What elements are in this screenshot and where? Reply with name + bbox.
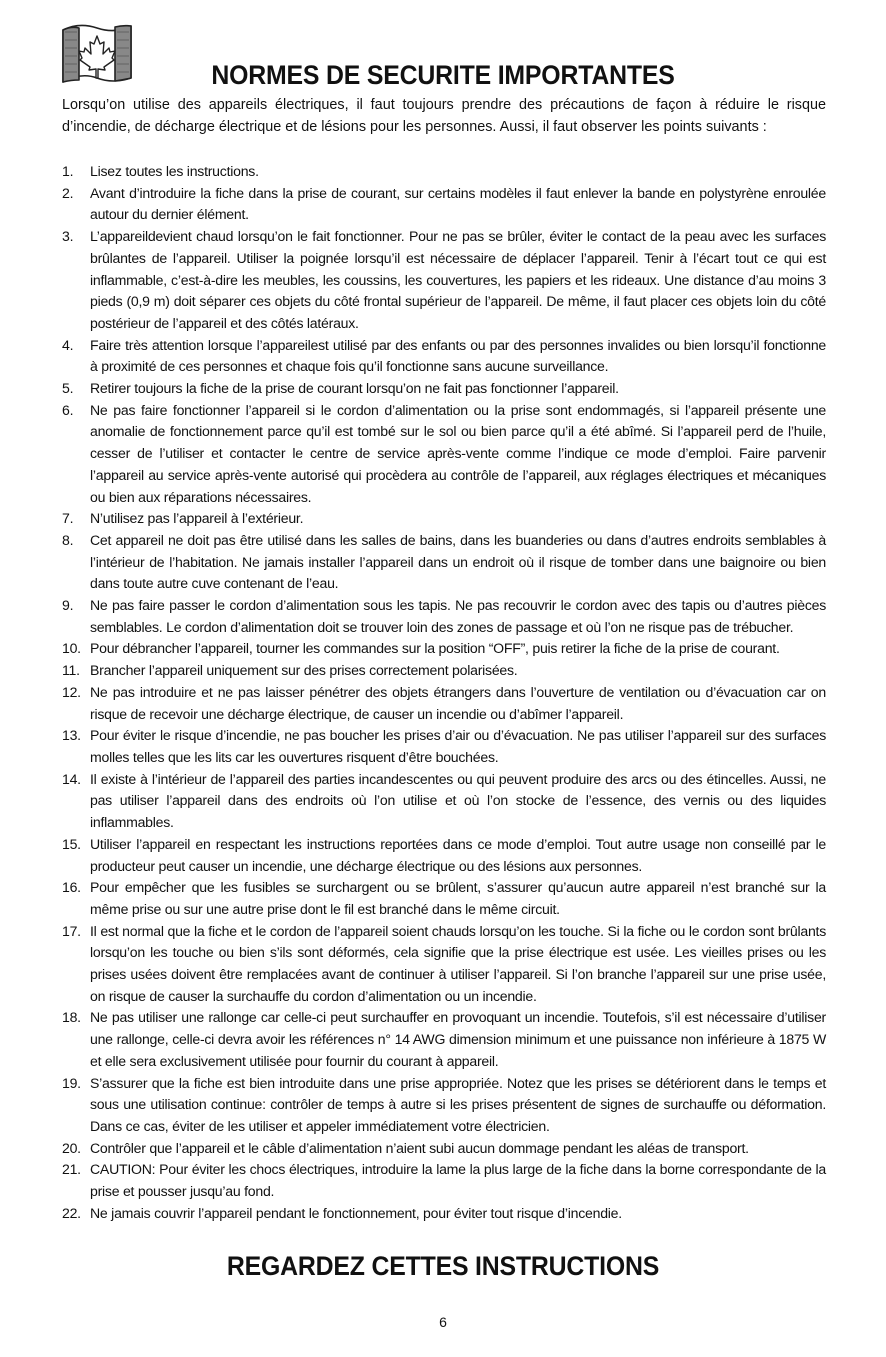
list-item (62, 378, 826, 400)
list-item (62, 725, 826, 768)
page-title: NORMES DE SECURITE IMPORTANTES (211, 60, 675, 90)
list-item-number: 18. (62, 1009, 81, 1026)
page-number: 6 (439, 1314, 447, 1330)
list-item-text: Avant d’introduire la fiche dans la prise de courant, sur certains modèles il faut enlever la bande en polystyrène enroulée autour du dernier élément. (90, 184, 826, 223)
list-item (62, 1138, 826, 1160)
list-item-number: 2. (62, 184, 74, 201)
list-item (62, 508, 826, 530)
safety-rules-list (62, 161, 826, 1224)
list-item (62, 682, 826, 725)
list-item-text: Utiliser l’appareil en respectant les instructions reportées dans ce mode d’emploi. Tout autre usage non conseillé par le producteur peut causer un incendie, une décharge électrique ou des lésions aux personnes. (90, 835, 826, 874)
list-item (62, 400, 826, 509)
list-item (62, 921, 826, 1008)
list-item-text: N’utilisez pas l’appareil à l’extérieur. (90, 510, 304, 527)
list-item (62, 183, 826, 226)
list-item (62, 660, 826, 682)
list-item-number: 9. (62, 597, 74, 614)
list-item-number: 8. (62, 531, 74, 548)
list-item (62, 1073, 826, 1138)
list-item-text: Lisez toutes les instructions. (90, 163, 259, 179)
list-item-number: 17. (62, 922, 81, 939)
list-item-text: Ne pas introduire et ne pas laisser pénétrer des objets étrangers dans l’ouverture de ventilation ou d’évacuation car on risque de recevoir une décharge électrique, de causer un incendie ou d’abîmer l’appareil. (90, 683, 826, 722)
list-item-text: Pour débrancher l’appareil, tourner les commandes sur la position “OFF”, puis retirer la fiche de la prise de courant. (90, 640, 780, 657)
list-item-text: Pour éviter le risque d’incendie, ne pas boucher les prises d’air ou d’évacuation. Ne pas utiliser l’appareil sur des surfaces molles telles que les lits car les ouvertures risquent d’être bouchées. (90, 727, 826, 765)
list-item (62, 1159, 826, 1202)
list-item-number: 3. (62, 228, 74, 245)
list-item-text: Ne jamais couvrir l’appareil pendant le fonctionnement, pour éviter tout risque d’incendie. (90, 1204, 622, 1221)
list-item (62, 769, 826, 834)
list-item (62, 161, 826, 183)
intro-paragraph: Lorsqu’on utilise des appareils électriques, il faut toujours prendre des précautions de façon à réduire le risque d’incendie, de décharge électrique et de lésions pour les personnes. Aussi, il faut observer les points suivants : (62, 97, 826, 135)
list-item-number: 7. (62, 510, 74, 527)
list-item-number: 5. (62, 380, 74, 397)
list-item-text: L’appareildevient chaud lorsqu’on le fait fonctionner. Pour ne pas se brûler, éviter le contact de la peau avec les surfaces brûlantes de l’appareil. Utiliser la poignée lorsqu’il est nécessaire de déplacer l’appareil. Tenir à l’écart tout ce qui est inflammable, c’est-à-dire les meubles, les coussins, les couvertures, les papiers et les rideaux. Une distance d’au moins 3 pieds (0,9 m) doit séparer ces objets du côté frontal supérieur de l’appareil. De même, il faut placer ces objets loin du côté postérieur de l’appareil et des côtés latéraux. (90, 228, 826, 331)
list-item-text: Contrôler que l’appareil et le câble d’alimentation n’aient subi aucun dommage pendant les aléas de transport. (90, 1139, 749, 1156)
list-item-number: 10. (62, 640, 81, 657)
list-item-number: 1. (62, 163, 74, 179)
list-item-number: 13. (62, 727, 81, 744)
list-item (62, 226, 826, 335)
list-item-text: Pour empêcher que les fusibles se surchargent ou se brûlent, s’assurer qu’aucun autre appareil n’est branché sur la même prise ou sur une autre prise dont le fil est branché dans le même circuit. (90, 879, 826, 917)
list-item-number: 12. (62, 683, 81, 700)
list-item-number: 6. (62, 401, 74, 418)
list-item (62, 530, 826, 595)
list-item (62, 595, 826, 638)
list-item (62, 877, 826, 920)
list-item-text: Il existe à l’intérieur de l’appareil des parties incandescentes ou qui peuvent produire des arcs ou des étincelles. Aussi, ne pas utiliser l’appareil dans des endroits où l’on utilise et où l’on stocke de l’essence, des vernis ou des liquides inflammables. (90, 770, 826, 831)
list-item-number: 11. (62, 662, 80, 679)
list-item-text: Il est normal que la fiche et le cordon de l’appareil soient chauds lorsqu’on les touche. Si la fiche ou le cordon sont brûlants lorsqu’on les touche ou bien s’ils sont déformés, cela signifie que la prise électrique est usée. Les vieilles prises ou les prises usées doivent être remplacées avant de continuer à utiliser l’appareil. Si l’on branche l’appareil sur une prise usée, on risque de causer la surchauffe du cordon d’alimentation ou un incendie. (90, 922, 826, 1004)
list-item-text: Retirer toujours la fiche de la prise de courant lorsqu’on ne fait pas fonctionner l’appareil. (90, 380, 619, 397)
list-item-number: 19. (62, 1074, 81, 1091)
list-item (62, 335, 826, 378)
list-item (62, 1203, 826, 1225)
list-item-text: S’assurer que la fiche est bien introduite dans une prise appropriée. Notez que les prises se détériorent dans le temps et sous une utilisation continue: contrôler de temps à autre si les prises présentent de signes de surchauffe ou déformation. Dans ce cas, éviter de les utiliser et appeler immédiatement votre électricien. (90, 1074, 826, 1134)
list-item-number: 20. (62, 1139, 81, 1156)
list-item-text: Ne pas faire passer le cordon d’alimentation sous les tapis. Ne pas recouvrir le cordon avec des tapis ou d’autres pièces semblables. Le cordon d’alimentation doit se trouver loin des zones de passage et où l’on ne risque pas de trébucher. (90, 597, 826, 635)
list-item (62, 1007, 826, 1072)
list-item (62, 834, 826, 877)
list-item-text: Cet appareil ne doit pas être utilisé dans les salles de bains, dans les buanderies ou dans d’autres endroits semblables à l’intérieur de l’habitation. Ne jamais installer l’appareil dans un endroit où il risque de tomber dans une baignoire ou bien dans toute autre cuve contenant de l’eau. (90, 531, 826, 592)
list-item-number: 14. (62, 770, 81, 787)
list-item-number: 22. (62, 1204, 81, 1221)
list-item (62, 638, 826, 660)
list-item-number: 16. (62, 879, 81, 896)
list-item-text: Faire très attention lorsque l’appareilest utilisé par des enfants ou par des personnes invalides ou bien lorsqu’il fonctionne à proximité de ces personnes et chaque fois qu’il fonctionne sans aucune surveillance. (90, 336, 826, 375)
list-item-number: 21. (62, 1161, 81, 1178)
footer-title: REGARDEZ CETTES INSTRUCTIONS (226, 1251, 660, 1281)
list-item-text: Ne pas utiliser une rallonge car celle-ci peut surchauffer en provoquant un incendie. Toutefois, s’il est nécessaire d’utiliser une rallonge, celle-ci devra avoir les références n° 14 AWG dimension minimum et une puissance non inférieure à 1875 W et elle sera exclusivement utilisée pour fournir du courant à appareil. (90, 1009, 826, 1069)
list-item-text: CAUTION: Pour éviter les chocs électriques, introduire la lame la plus large de la fiche dans la borne correspondante de la prise et pousser jusqu’au fond. (90, 1161, 826, 1200)
list-item-number: 15. (62, 835, 81, 852)
list-item-text: Ne pas faire fonctionner l’appareil si le cordon d’alimentation ou la prise sont endommagés, si l’appareil présente une anomalie de fonctionnement parce qu’il est tombé sur le sol ou bien parce qu’il a été abîmé. Si l’appareil perd de l’huile, cesser de l’utiliser et contacter le centre de service après-vente comme l’indique ce mode d’emploi. Faire parvenir l’appareil au service après-vente autorisé qui procèdera au contrôle de l’appareil, aux réglages électriques et mécaniques ou bien aux réparations nécessaires. (90, 401, 826, 505)
list-item-number: 4. (62, 336, 74, 353)
list-item-text: Brancher l’appareil uniquement sur des prises correctement polarisées. (90, 662, 518, 679)
